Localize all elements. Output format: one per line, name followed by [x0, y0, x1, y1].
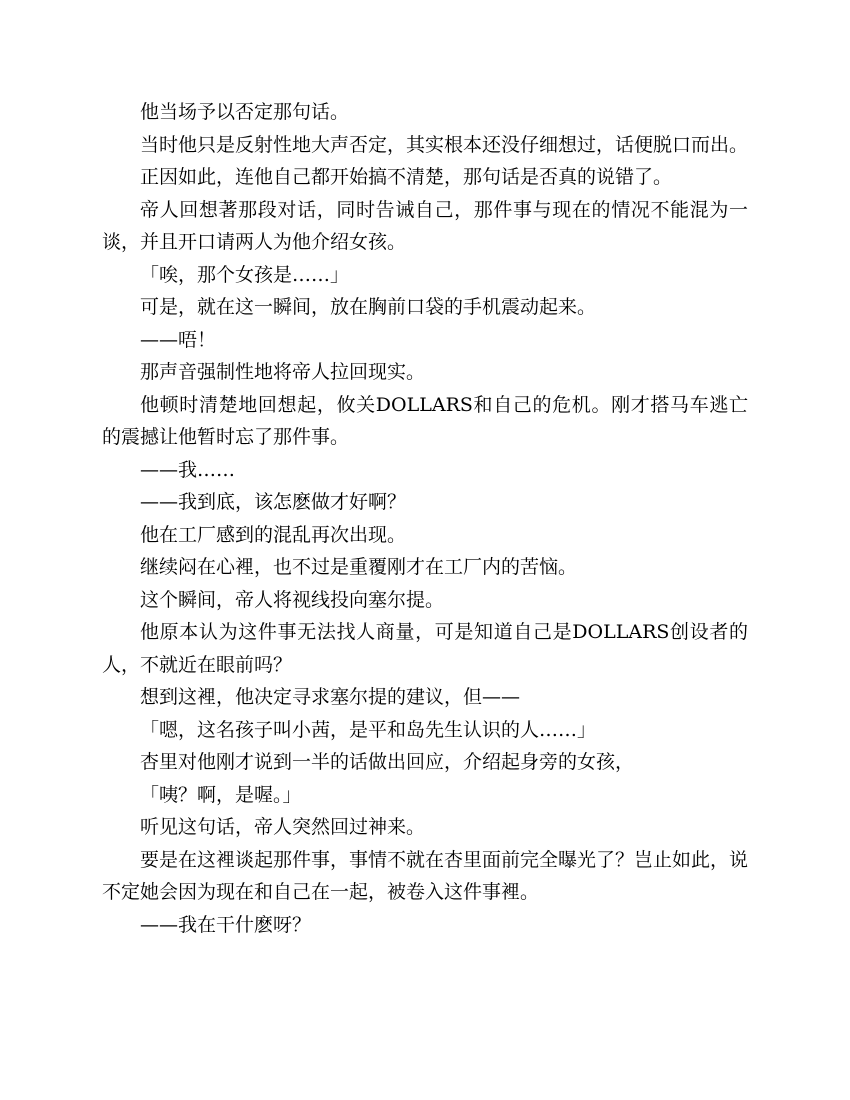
paragraph: 可是，就在这一瞬间，放在胸前口袋的手机震动起来。 — [140, 296, 597, 318]
paragraph: 他原本认为这件事无法找人商量，可是知道自己是DOLLARS创设者的人，不就近在眼前吗？ — [102, 621, 748, 676]
paragraph: 想到这裡，他决定寻求塞尔提的建议，但—— — [140, 686, 521, 708]
dialogue-line: 「咦？啊，是喔。」 — [140, 783, 302, 806]
dialogue-line: 「唉，那个女孩是……」 — [140, 263, 350, 286]
paragraph: 当时他只是反射性地大声否定，其实根本还没仔细想过，话便脱口而出。 — [140, 133, 749, 156]
document-body — [102, 96, 748, 941]
paragraph: 正因如此，连他自己都开始搞不清楚，那句话是否真的说错了。 — [140, 166, 673, 188]
paragraph: 继续闷在心裡，也不过是重覆刚才在工厂内的苦恼。 — [140, 556, 578, 578]
inner-monologue-line: ——我…… — [140, 458, 236, 481]
inner-monologue-line: ——我在干什麽呀？ — [140, 913, 312, 936]
paragraph: 帝人回想著那段对话，同时告诫自己，那件事与现在的情况不能混为一谈，并且开口请两人为他介绍女孩。 — [102, 198, 748, 253]
dialogue-line: 「嗯，这名孩子叫小茜，是平和岛先生认识的人……」 — [140, 718, 597, 741]
paragraph: 听见这句话，帝人突然回过神来。 — [140, 816, 426, 838]
paragraph: 要是在这裡谈起那件事，事情不就在杏里面前完全曝光了？岂止如此，说不定她会因为现在和自己在一起，被卷入这件事裡。 — [102, 848, 749, 903]
paragraph: 杏里对他刚才说到一半的话做出回应，介绍起身旁的女孩， — [140, 751, 635, 773]
paragraph: 那声音强制性地将帝人拉回现实。 — [140, 361, 426, 383]
paragraph: 他在工厂感到的混乱再次出现。 — [140, 523, 407, 546]
paragraph: 这个瞬间，帝人将视线投向塞尔提。 — [140, 588, 445, 611]
inner-monologue-line: ——我到底，该怎麽做才好啊？ — [140, 491, 407, 513]
inner-monologue-line: ——唔！ — [140, 328, 217, 351]
paragraph: 他当场予以否定那句话。 — [140, 101, 350, 123]
paragraph: 他顿时清楚地回想起，攸关DOLLARS和自己的危机。刚才搭马车逃亡的震撼让他暂时忘了那件事。 — [102, 393, 748, 448]
